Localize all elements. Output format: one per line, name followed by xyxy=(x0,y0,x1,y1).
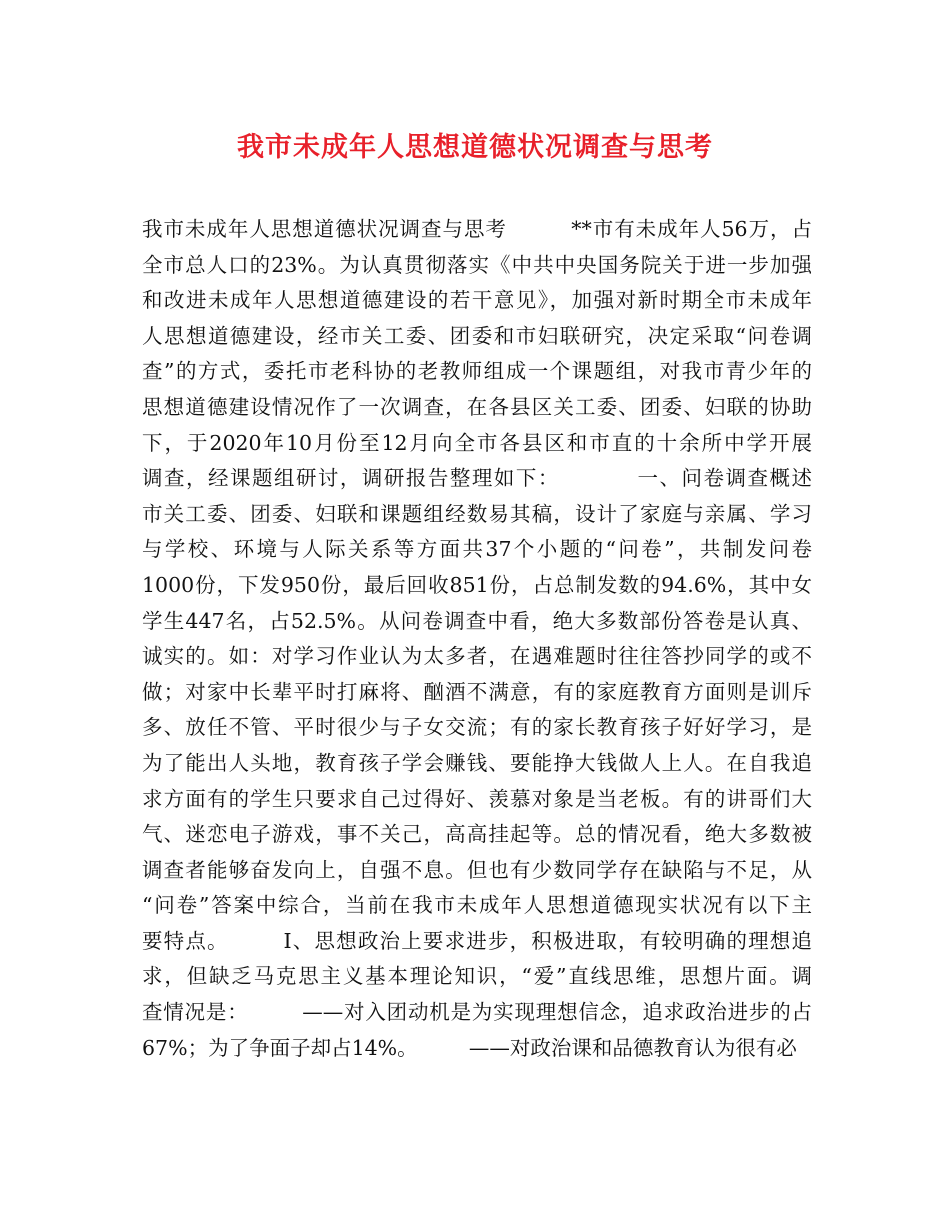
body-line: 查”的方式，委托市老科协的老教师组成一个课题组，对我市青少年的 xyxy=(142,359,812,384)
body-line: 求，但缺乏马克思主义基本理论知识，“爱”直线思维，思想片面。调 xyxy=(142,964,812,989)
body-line: 1000份，下发950份，最后回收851份，占总制发数的94.6%，其中女 xyxy=(142,572,812,597)
body-line: 调查者能够奋发向上，自强不息。但也有少数同学存在缺陷与不足，从 xyxy=(142,857,812,882)
body-line: 要特点。 Ⅰ、思想政治上要求进步，积极进取，有较明确的理想追 xyxy=(142,928,812,953)
body-line: 调查，经课题组研讨，调研报告整理如下： 一、问卷调查概述 xyxy=(142,466,812,491)
document-title: 我市未成年人思想道德状况调查与思考 xyxy=(237,132,713,163)
document-body xyxy=(142,212,812,1066)
body-line: 诚实的。如：对学习作业认为太多者，在遇难题时往往答抄同学的或不 xyxy=(142,644,812,669)
body-line: 求方面有的学生只要求自己过得好、羡慕对象是当老板。有的讲哥们大 xyxy=(142,786,812,811)
body-line: 人思想道德建设，经市关工委、团委和市妇联研究，决定采取“问卷调 xyxy=(142,323,812,348)
body-line: 气、迷恋电子游戏，事不关己，高高挂起等。总的情况看，绝大多数被 xyxy=(142,822,812,847)
body-line: 和改进未成年人思想道德建设的若干意见》，加强对新时期全市未成年 xyxy=(142,288,812,313)
body-line: 全市总人口的23%。为认真贯彻落实《中共中央国务院关于进一步加强 xyxy=(142,252,812,277)
body-line: 67%；为了争面子却占14%。 ——对政治课和品德教育认为很有必 xyxy=(142,1035,797,1060)
body-line: 为了能出人头地，教育孩子学会赚钱、要能挣大钱做人上人。在自我追 xyxy=(142,750,812,775)
body-line: 多、放任不管、平时很少与子女交流；有的家长教育孩子好好学习，是 xyxy=(142,715,812,740)
body-line: 思想道德建设情况作了一次调查，在各县区关工委、团委、妇联的协助 xyxy=(142,394,812,419)
body-line: 查情况是： ——对入团动机是为实现理想信念，追求政治进步的占 xyxy=(142,1000,812,1025)
body-line: 学生447名，占52.5%。从问卷调查中看，绝大多数部份答卷是认真、 xyxy=(142,608,812,633)
body-line: 做；对家中长辈平时打麻将、酗酒不满意，有的家庭教育方面则是训斥 xyxy=(142,679,812,704)
body-line: “问卷”答案中综合，当前在我市未成年人思想道德现实状况有以下主 xyxy=(142,893,812,918)
body-line: 市关工委、团委、妇联和课题组经数易其稿，设计了家庭与亲属、学习 xyxy=(142,501,812,526)
body-line: 下，于2020年10月份至12月向全市各县区和市直的十余所中学开展 xyxy=(142,430,812,455)
body-line: 与学校、环境与人际关系等方面共37个小题的“问卷”，共制发问卷 xyxy=(142,537,812,562)
body-line: 我市未成年人思想道德状况调查与思考 **市有未成年人56万，占 xyxy=(142,217,812,241)
